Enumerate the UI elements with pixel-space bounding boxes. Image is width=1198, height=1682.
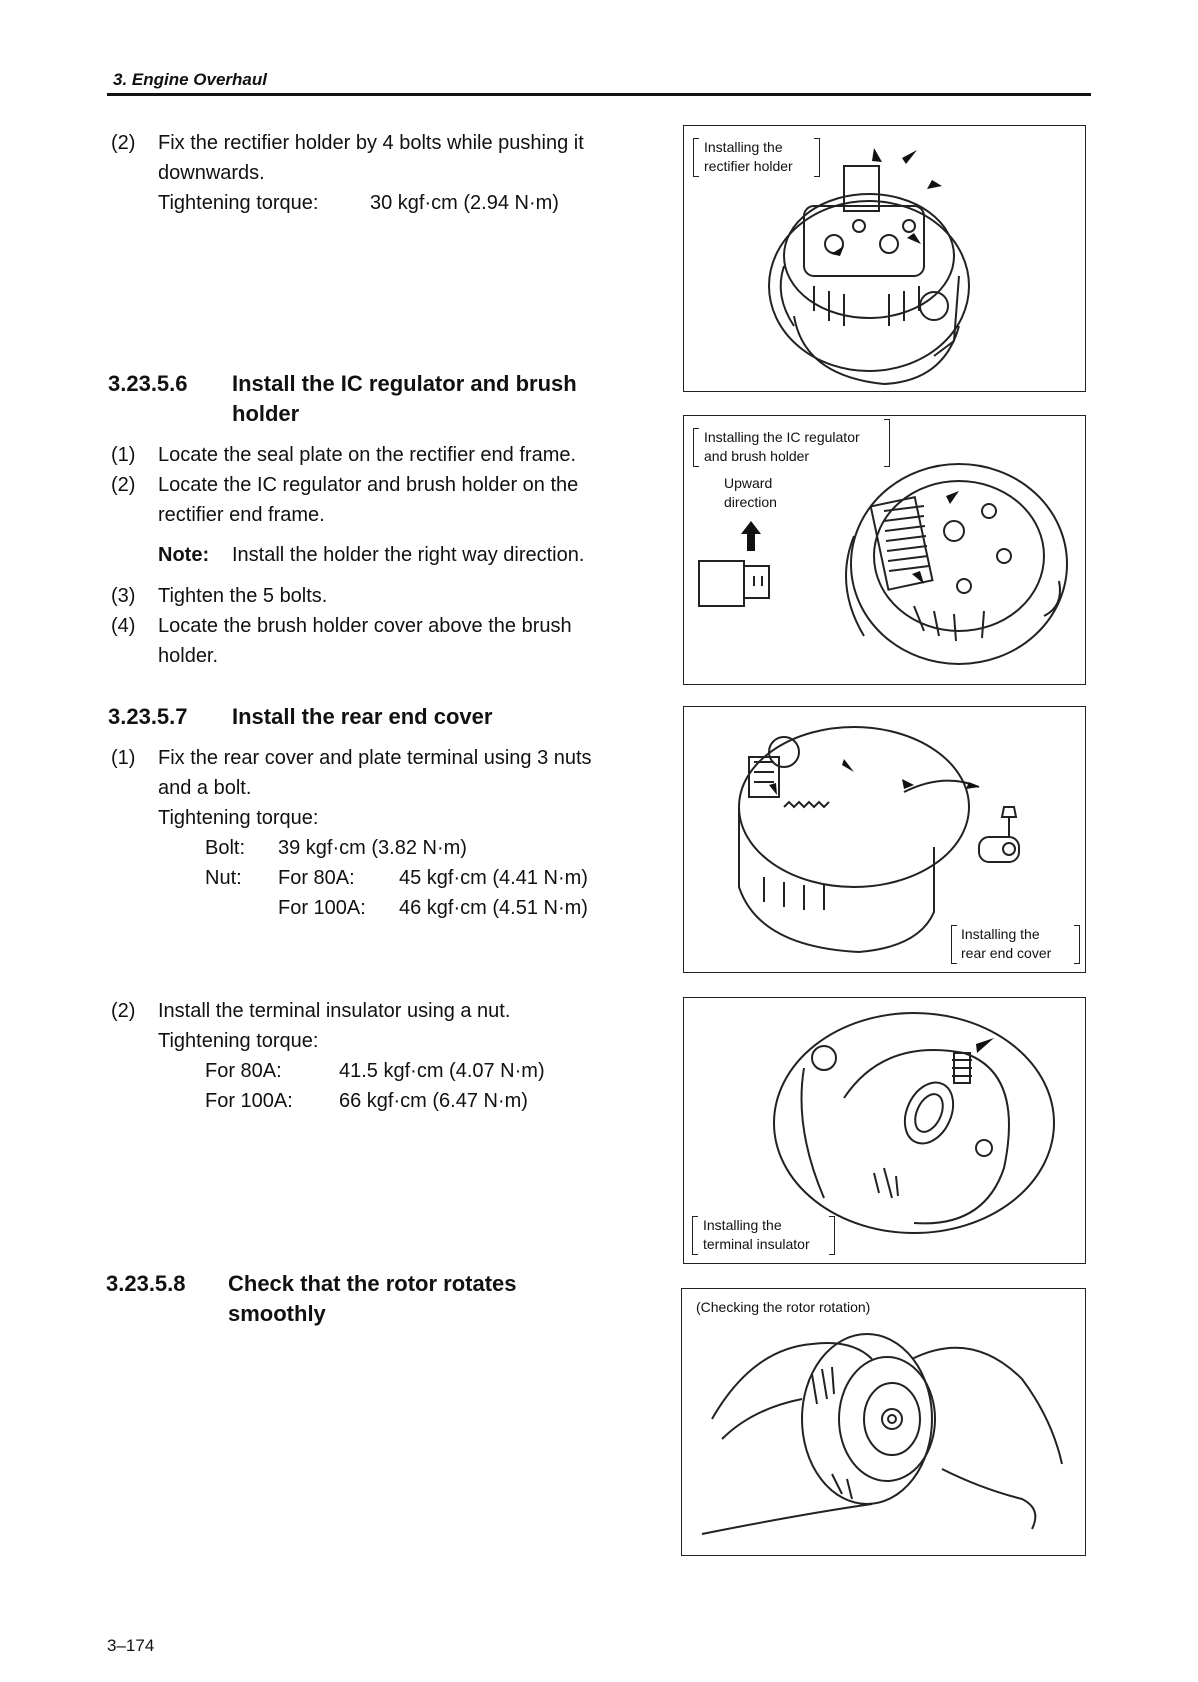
figure-caption: rectifier holder: [704, 158, 793, 174]
torque-value: 30 kgf·cm (2.94 N·m): [370, 192, 559, 214]
caption-bracket: [692, 1216, 698, 1255]
for100-label: For 100A:: [205, 1090, 293, 1112]
bolt-label: Bolt:: [205, 837, 246, 859]
figure-caption: Installing the: [704, 139, 783, 155]
page-number: 3–174: [107, 1636, 155, 1655]
step-text-cont: rectifier end frame.: [158, 504, 325, 526]
torque-label: Tightening torque:: [158, 192, 319, 214]
figure-terminal-insulator: [683, 997, 1086, 1264]
section-title: Check that the rotor rotates: [228, 1271, 517, 1296]
nut-80-value: 45 kgf·cm (4.41 N·m): [399, 867, 588, 889]
note-label: Note:: [158, 544, 210, 566]
figure-rotor-rotation: [681, 1288, 1086, 1556]
step-number: (4): [111, 615, 136, 637]
caption-bracket: [829, 1216, 835, 1255]
nut-label: Nut:: [205, 867, 242, 889]
figure-rear-end-cover: [683, 706, 1086, 973]
figure-caption: (Checking the rotor rotation): [696, 1299, 871, 1315]
for80-label: For 80A:: [205, 1060, 282, 1082]
section-title-cont: smoothly: [228, 1301, 326, 1326]
bolt-value: 39 kgf·cm (3.82 N·m): [278, 837, 467, 859]
figure-caption: rear end cover: [961, 945, 1052, 961]
section-title-cont: holder: [232, 401, 300, 426]
step-rectifier: [111, 128, 584, 158]
section-number: 3.23.5.8: [106, 1271, 186, 1296]
step-number: (1): [111, 747, 136, 769]
caption-bracket: [951, 925, 957, 964]
step-number: (3): [111, 585, 136, 607]
step-number: (2): [111, 132, 136, 154]
figure-caption: Installing the IC regulator: [704, 429, 860, 445]
header-rule: [107, 93, 1091, 96]
step-text: Locate the IC regulator and brush holder on the: [158, 474, 579, 496]
note-text: Install the holder the right way direction.: [232, 544, 585, 566]
section-header: 3. Engine Overhaul: [113, 70, 267, 89]
step-text-cont: and a bolt.: [158, 777, 252, 799]
section-title: Install the IC regulator and brush: [232, 371, 577, 396]
step-number: (1): [111, 444, 136, 466]
torque-label: Tightening torque:: [158, 807, 319, 829]
figure-caption: terminal insulator: [703, 1236, 810, 1252]
section-number: 3.23.5.6: [108, 371, 188, 396]
for100-value: 66 kgf·cm (6.47 N·m): [339, 1090, 528, 1112]
for80-value: 41.5 kgf·cm (4.07 N·m): [339, 1060, 545, 1082]
step-text-cont: downwards.: [158, 162, 265, 184]
caption-bracket: [693, 428, 699, 467]
torque-label: Tightening torque:: [158, 1030, 319, 1052]
figure-caption: and brush holder: [704, 448, 810, 464]
figure-rectifier-holder: [683, 125, 1086, 392]
step-number: (2): [111, 474, 136, 496]
caption-bracket: [884, 419, 890, 467]
figure-caption: Installing the: [961, 926, 1040, 942]
step-text-cont: holder.: [158, 645, 219, 667]
step-number: (2): [111, 1000, 136, 1022]
nut-100-label: For 100A:: [278, 897, 366, 919]
step-text: Fix the rear cover and plate terminal using 3 nuts: [158, 747, 592, 769]
step-text: Tighten the 5 bolts.: [158, 585, 328, 607]
section-number: 3.23.5.7: [108, 704, 188, 729]
figure-ic-regulator: [683, 415, 1086, 685]
step-text: Locate the seal plate on the rectifier end frame.: [158, 444, 577, 466]
step-text: Install the terminal insulator using a nut.: [158, 1000, 511, 1022]
section-title: Install the rear end cover: [232, 704, 493, 729]
direction-label: direction: [724, 494, 777, 510]
step-text: Fix the rectifier holder by 4 bolts while pushing it: [158, 132, 584, 154]
figure-caption: Installing the: [703, 1217, 782, 1233]
caption-bracket: [693, 138, 699, 177]
nut-100-value: 46 kgf·cm (4.51 N·m): [399, 897, 588, 919]
step-text: Locate the brush holder cover above the brush: [158, 615, 572, 637]
direction-label: Upward: [724, 475, 773, 491]
nut-80-label: For 80A:: [278, 867, 355, 889]
caption-bracket: [814, 138, 820, 177]
caption-bracket: [1074, 925, 1080, 964]
rotor-illustration: [682, 1289, 1087, 1557]
